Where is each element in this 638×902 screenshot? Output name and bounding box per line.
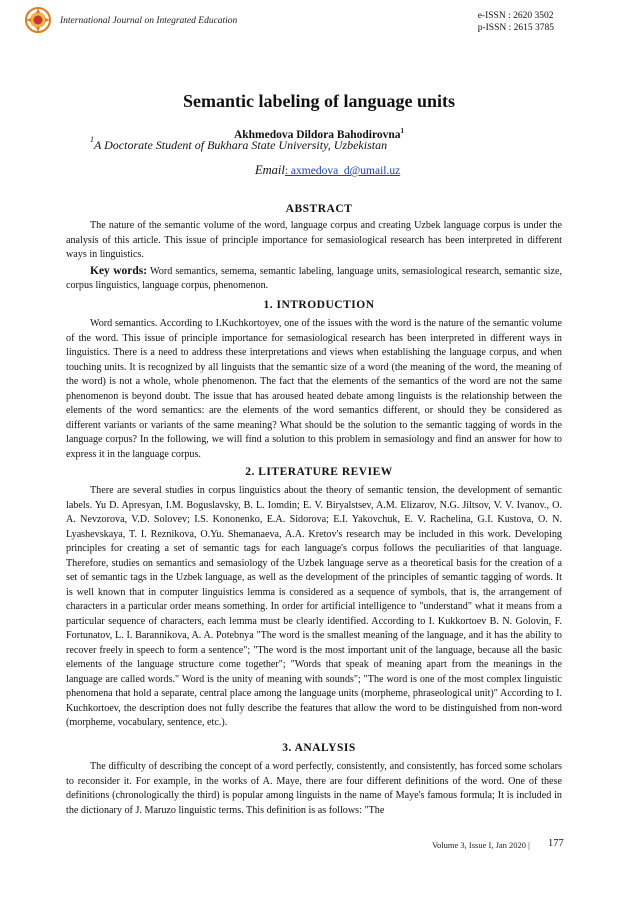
introduction-text: Word semantics. According to I.Kuchkortoyev, one of the issues with the word is the nature of the semantic volume of the word. This issue of principle importance for semasiological research has been interpreted in different ways in linguistics. There is a need to address these interpretations and views when establishing the language corpus, and when touching units. It is recognized by all linguists that the semantic size of a word (the meaning of the word, the meaning of the word) is not a whole, whole phenomenon. The fact that the elements of the semantics of the word are not the same phenomenon is beyond doubt. The issue that has aroused heated debate among linguists is the relationship between the elements of the word semantics: are the elements of the word semantics different, or should they be considered as different variants or variants of the same meaning? What should be the solution to the semantic tagging of words in the language corpus? In the following, we will find a solution to this problem in semasiology and find an answer for how to express it in the language corpus. (66, 318, 562, 460)
analysis-heading: 3. ANALYSIS (282, 742, 356, 754)
keywords-text: Word semantics, semema, semantic labeling, language units, semasiological research, semantic size, corpus linguistics, language corpus, phenomenon. (66, 265, 562, 291)
introduction-heading: 1. INTRODUCTION (263, 299, 375, 311)
analysis-body (66, 760, 562, 818)
page-number: 177 (548, 838, 564, 849)
email-label: Email (255, 163, 285, 177)
email-link[interactable]: : axmedova_d@umail.uz (284, 165, 401, 177)
keywords-label: Key words: (90, 264, 148, 277)
literature-review-text: There are several studies in corpus linguistics about the theory of semantic tension, the development of semantic labels. Yu D. Apresyan, I.M. Boguslavsky, B. L. Iomdin; E. V. Biryalstsev, A.M. Elizarov, N.G. Jiltsov, V. V. Ivanov., O. A. Nevzorova, V.D. Solovev; I.S. Kononenko, E.A. Sidorova; E.I. Yakovchuk, E. V. Rachelina, G.I. Kustova, O. N. Lyashevskaya, T. I. Reznikova, O.Yu. Shemanaeva, A.A. Kretov's research may be included in this work. Developing principles for creating a set of semantic tags for each language's corpus follows the peculiarities of that language. Therefore, studies on semantics and semasiology of the Uzbek language serve as a theoretical basis for the creation of a set of semantic tags in the Uzbek language, as well as the development of the principles of semantic tagging of words. It is well known that in computer linguistics lemma is considered as a sequence of symbols, that is, the arrangement of characters in a particular order means something. In order for artificial intelligence to "understand" what it means from a particular sequence of characters, each lemma must be clearly identified. According to I. Kukkortoev B. N. Golovin, F. Fortunatov, L. I. Barannikova, A. A. Potebnya "The word is the smallest meaning of the language, and it has the ability to recover freely in speech to form a sentence"; "The word is the most important unit of the language, because all the basic elements of the language structure come together"; "Words that speak of meaning apart from the meanings in the language are called words." Word is the unity of meaning with sounds"; "The word is one of the most complex linguistic phenomena that hold a separate, central place among the language units (morpheme, phraseological unit)" According to I. Kuchkortoev, the description does not fully describe the features that allow the word to be distinguished from non-word (morpheme, vocabulary, sentence, etc.). (66, 485, 562, 728)
pissn: p-ISSN : 2615 3785 (477, 22, 554, 33)
journal-name: International Journal on Integrated Education (60, 16, 238, 26)
affiliation-sup: 1 (90, 135, 94, 144)
journal-logo-icon (25, 7, 51, 33)
literature-review-body (66, 484, 562, 731)
author-name: Akhmedova Dildora Bahodirovna (233, 128, 401, 141)
abstract-body (66, 219, 562, 294)
keywords-paragraph (66, 264, 562, 294)
literature-review-heading: 2. LITERATURE REVIEW (245, 466, 393, 478)
issn-block (478, 11, 554, 34)
footer-volume: Volume 3, Issue I, Jan 2020 | (432, 840, 530, 850)
abstract-text: The nature of the semantic volume of the word, language corpus and creating Uzbek language corpus is under the analysis of this article. This issue of principle importance for semasiological research has been interpreted in different ways in linguistics. (66, 220, 562, 260)
affiliation-text: A Doctorate Student of Bukhara State University, Uzbekistan (94, 138, 388, 152)
introduction-body (66, 317, 562, 462)
paper-title: Semantic labeling of language units (182, 91, 456, 111)
author-sup: 1 (400, 127, 405, 135)
affiliation (90, 137, 387, 153)
abstract-heading: ABSTRACT (285, 203, 353, 215)
analysis-text: The difficulty of describing the concept of a word perfectly, consistently, and consistently, has forced some scholars to reconsider it. For example, in the works of A. Maye, there are four different definitions of the word. One of these definitions (chronologically the third) is popular among linguists in the name of Maye's famous formula; It is included in the dictionary of J. Maruzo linguistic terms. This definition is as follows: "The (66, 761, 562, 816)
email-line (255, 163, 400, 178)
eissn: e-ISSN : 2620 3502 (477, 11, 554, 21)
